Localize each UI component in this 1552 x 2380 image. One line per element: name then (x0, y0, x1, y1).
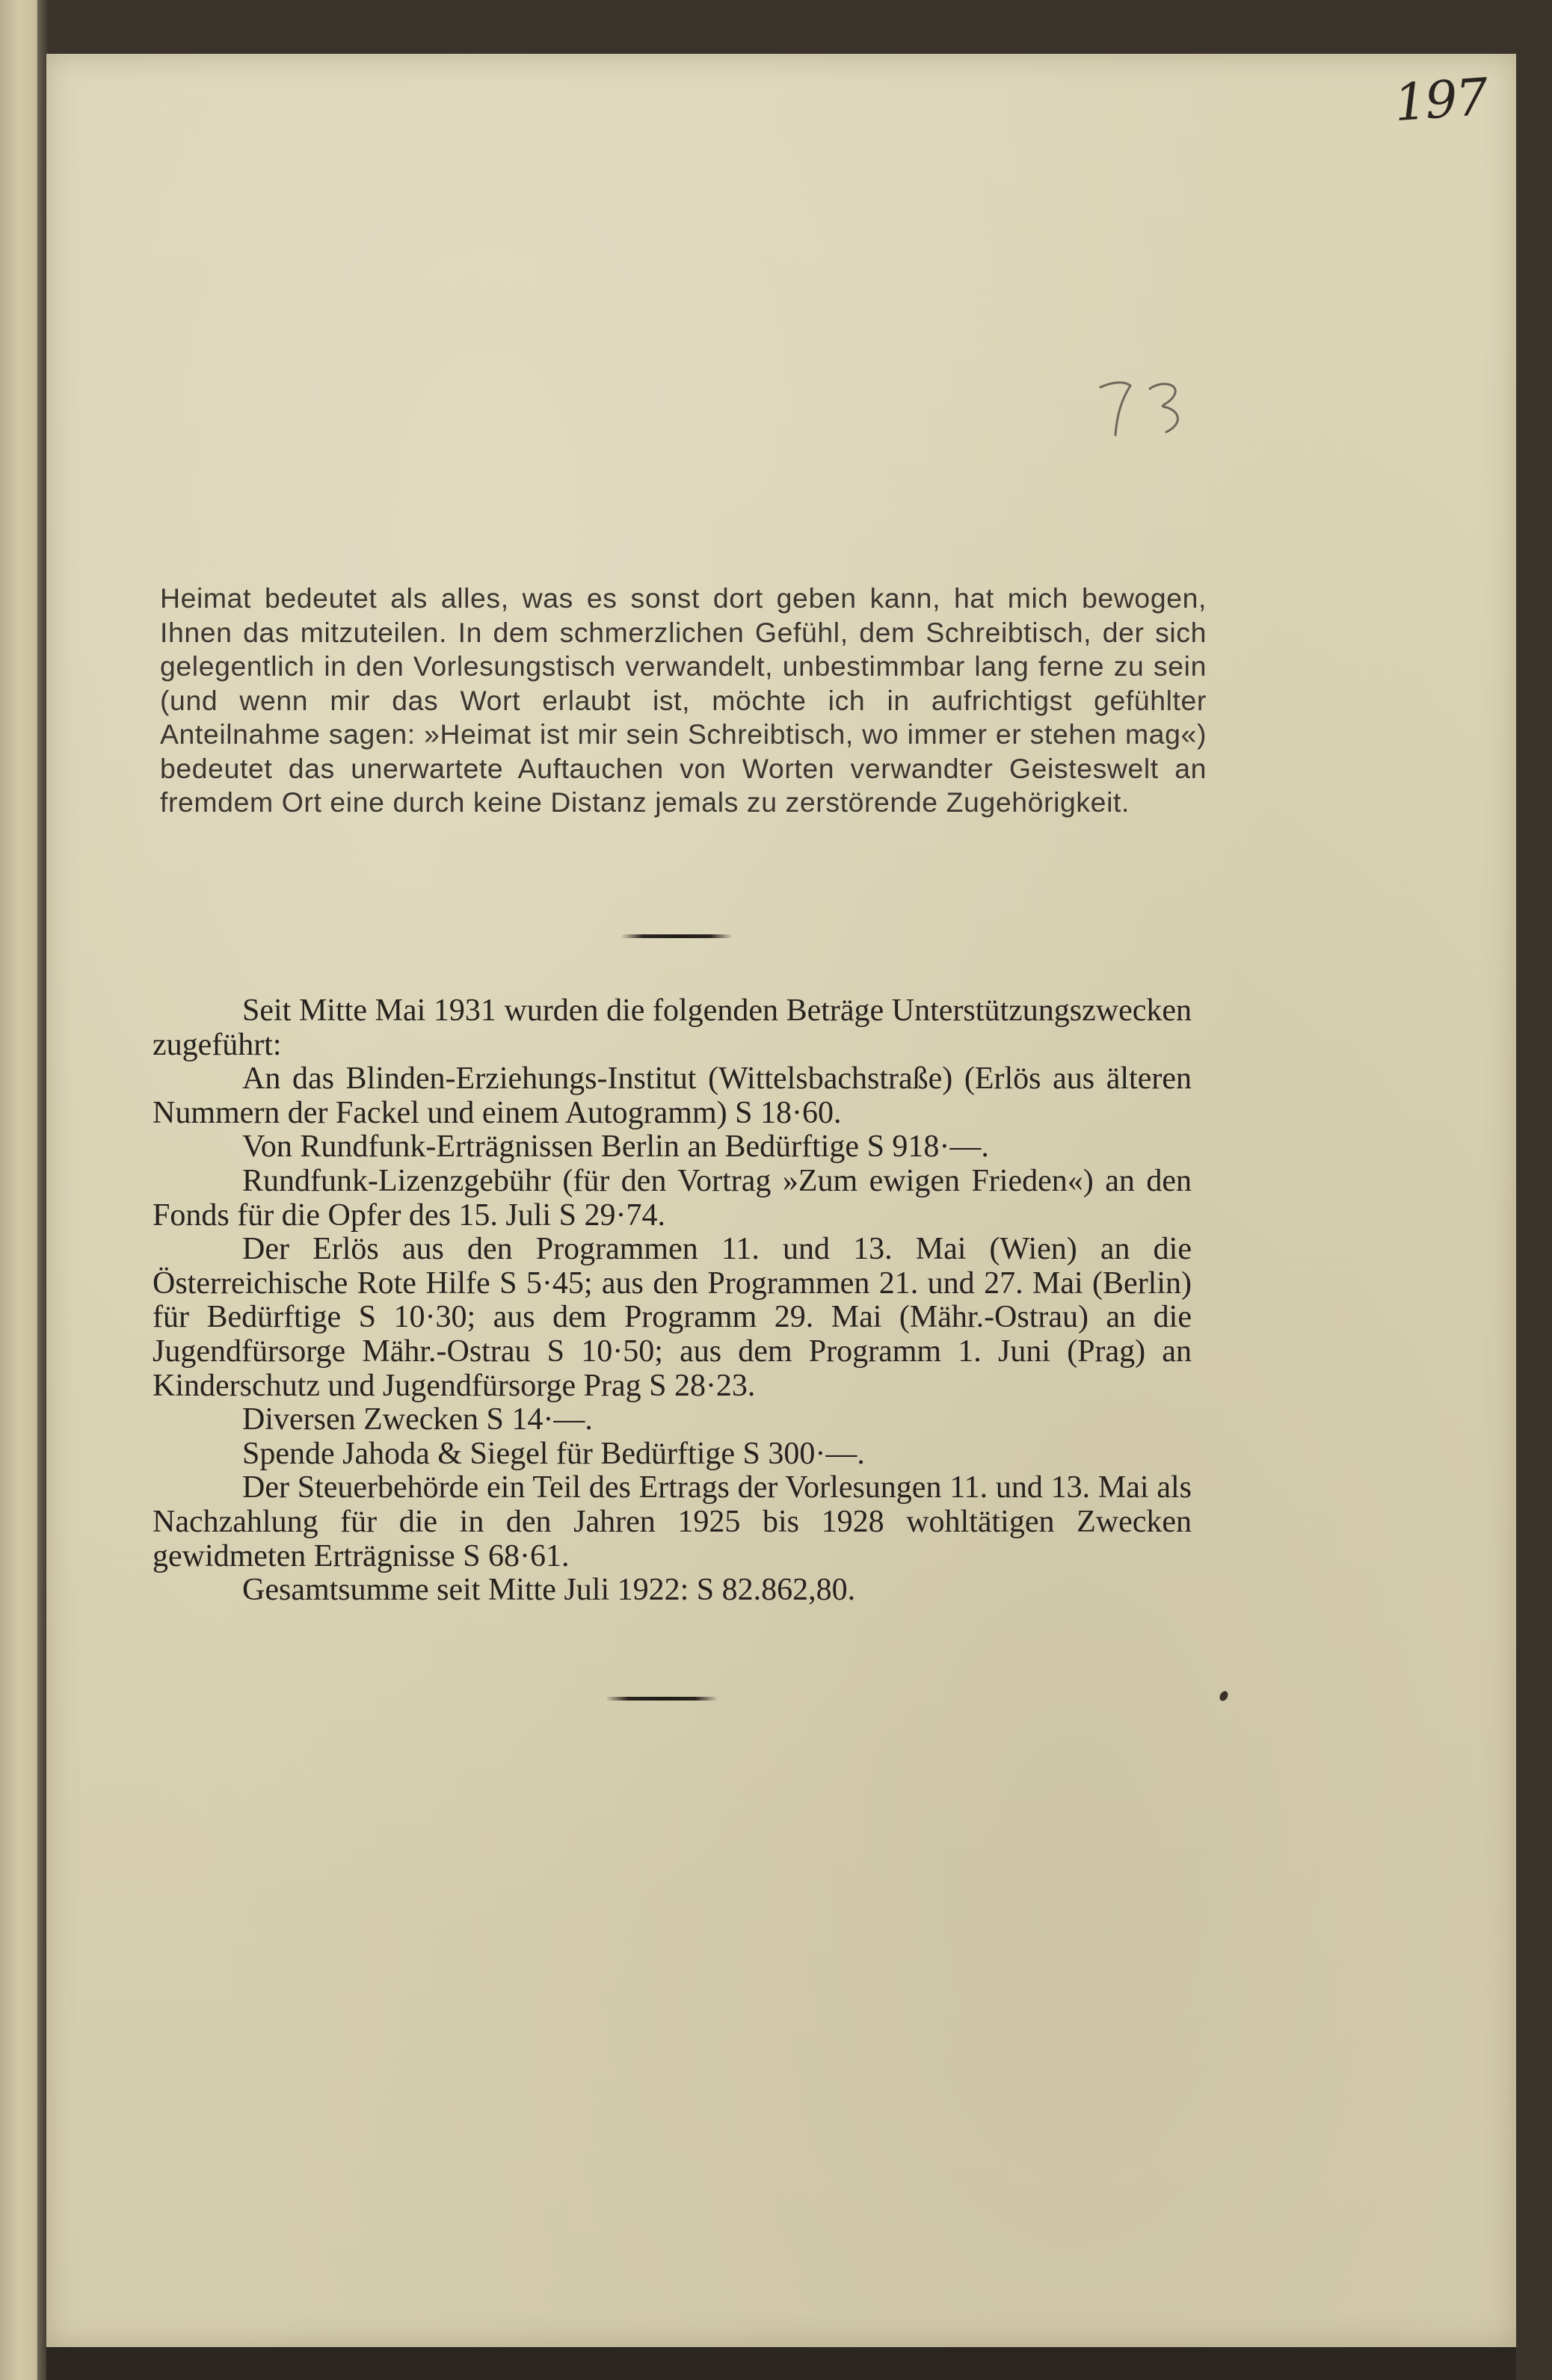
donation-entry: Rundfunk-Lizenzgebühr (für den Vortrag »Zum ewigen Frieden«) an den Fonds für die Opfer des 15. Juli S 29·74. (153, 1163, 1192, 1233)
donations-section (153, 994, 1192, 1608)
separator-rule (606, 1697, 718, 1701)
handwritten-folio-number: 197 (1392, 67, 1489, 134)
donation-entry: Spende Jahoda & Siegel für Bedürftige S 300·—. (242, 1436, 865, 1471)
donation-entry: Von Rundfunk-Erträgnissen Berlin an Bedürftige S 918·—. (242, 1129, 989, 1165)
donation-entry: An das Blinden-Erziehungs-Institut (Wittelsbachstraße) (Erlös aus älteren Nummern der Fackel und einem Autogramm) S 18·60. (153, 1061, 1192, 1130)
typewritten-paragraph (160, 582, 1207, 820)
donations-intro: Seit Mitte Mai 1931 wurden die folgenden Beträge Unterstützungszwecken zugeführt: (153, 993, 1192, 1062)
separator-rule (621, 934, 733, 938)
background-strip (46, 2347, 1516, 2380)
typewritten-text: Heimat bedeutet als alles, was es sonst dort geben kann, hat mich bewogen, Ihnen das mitzuteilen. In dem schmerzlichen Gefühl, dem Schreibtisch, der sich gelegentlich in den Vorlesungstisch verwandelt, unbestimmbar lang ferne zu sein (und wenn mir das Wort erlaubt ist, möchte ich in aufrichtigst gefühlter Anteilnahme sagen: »Heimat ist mir sein Schreibtisch, wo immer er stehen mag«) bedeutet das unerwartete Auftauchen von Worten verwandter Geisteswelt an fremdem Ort eine durch keine Distanz jemals zu zerstörende Zugehörigkeit. (160, 582, 1207, 818)
pencil-annotation (1091, 374, 1211, 441)
donation-entry: Der Steuerbehörde ein Teil des Ertrags der Vorlesungen 11. und 13. Mai als Nachzahlung für die in den Jahren 1925 bis 1928 wohltätigen Zwecken gewidmeten Erträgnisse S 68·61. (153, 1470, 1192, 1573)
donations-total: Gesamtsumme seit Mitte Juli 1922: S 82.862,80. (242, 1573, 856, 1608)
donation-entry: Diversen Zwecken S 14·—. (242, 1402, 593, 1437)
donation-entry: Der Erlös aus den Programmen 11. und 13. Mai (Wien) an die Österreichische Rote Hilfe S 5·45; aus den Programmen 21. und 27. Mai (Berlin) für Bedürftige S 10·30; aus dem Programm 29. Mai (Mähr.-Ostrau) an die Jugendfürsorge Mähr.-Ostrau S 10·50; aus dem Programm 1. Juni (Prag) an Kinderschutz und Jugendfürsorge Prag S 28·23. (153, 1232, 1192, 1403)
